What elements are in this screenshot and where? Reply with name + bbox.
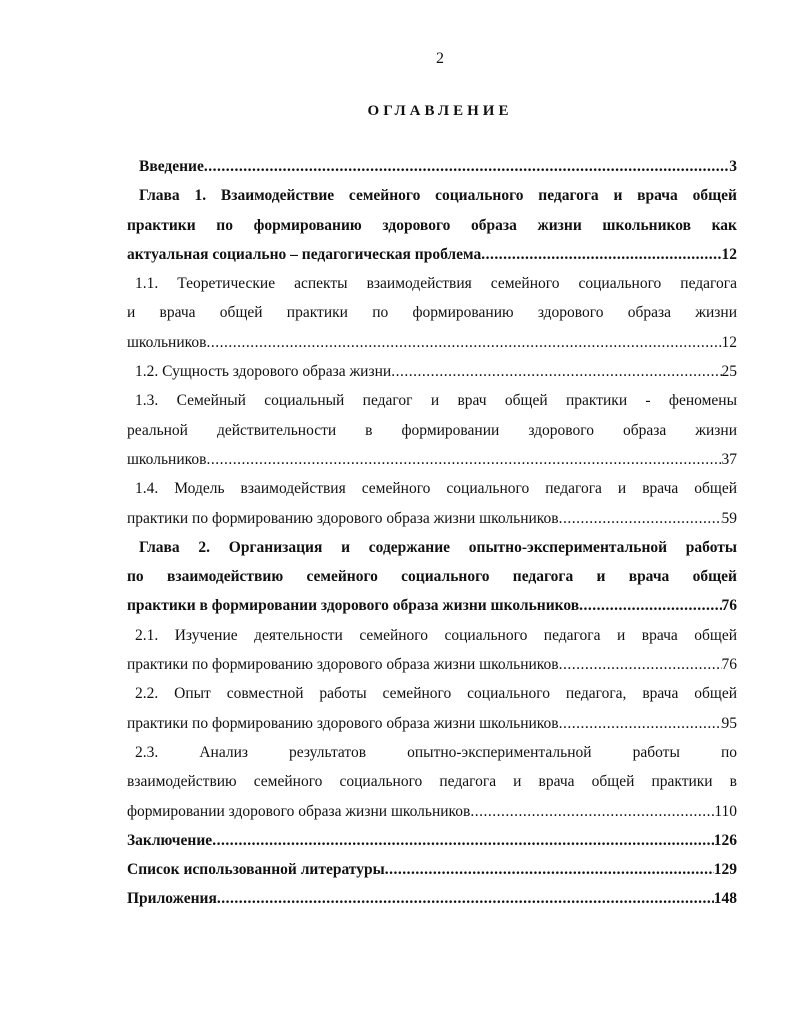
toc-entry-line: и врача общей практики по формированию здорового образа жизни: [127, 304, 737, 322]
table-of-contents: [127, 152, 737, 914]
dot-leader: [206, 445, 721, 474]
toc-entry: [127, 386, 737, 474]
toc-entry-line: 2.2. Опыт совместной работы семейного социального педагога, врача общей: [135, 685, 737, 703]
dot-leader: [559, 650, 722, 679]
toc-entry-leader-line: [127, 826, 737, 855]
toc-entry-page: 129: [713, 861, 737, 879]
toc-entry-page: 37: [721, 450, 737, 468]
dot-leader: [212, 826, 714, 855]
toc-entry-title: Список использованной литературы: [127, 861, 385, 879]
toc-entry-leader-line: [127, 591, 737, 620]
toc-entry-line: 2.1. Изучение деятельности семейного социального педагога и врача общей: [135, 626, 737, 644]
dot-leader: [579, 591, 721, 620]
toc-entry-page: 148: [713, 890, 737, 908]
toc-entry-leader-line: [127, 240, 737, 269]
dot-leader: [206, 328, 721, 357]
toc-entry-title: Приложения: [127, 890, 217, 908]
toc-entry: [127, 181, 737, 269]
toc-entry-title: 1.2. Сущность здорового образа жизни: [135, 363, 392, 381]
toc-entry-leader-line: [127, 709, 737, 738]
toc-entry-title: практики в формировании здорового образа жизни школьников: [127, 597, 580, 615]
toc-entry-line: 1.4. Модель взаимодействия семейного социального педагога и врача общей: [135, 480, 737, 498]
toc-entry-leader-line: [127, 357, 737, 386]
toc-entry: [127, 533, 737, 621]
dot-leader: [217, 884, 714, 913]
toc-entry-line: Глава 2. Организация и содержание опытно-экспериментальной работы: [139, 538, 737, 556]
toc-entry-title: Введение: [139, 158, 204, 175]
toc-entry-page: 76: [721, 597, 737, 615]
toc-title: ОГЛАВЛЕНИЕ: [367, 103, 513, 119]
dot-leader: [559, 504, 722, 533]
dot-leader: [391, 357, 721, 386]
toc-entry-title: формировании здорового образа жизни школьников: [127, 802, 471, 820]
toc-entry-title: Заключение: [127, 831, 213, 849]
toc-entry-page: 3: [729, 158, 737, 175]
dot-leader: [204, 152, 729, 181]
toc-entry: [127, 855, 737, 884]
toc-entry-line: 2.3. Анализ результатов опытно-экспериментальной работы по: [135, 743, 737, 761]
toc-entry-title: школьников: [127, 333, 207, 351]
dot-leader: [481, 240, 721, 269]
toc-entry-line: 1.3. Семейный социальный педагог и врач общей практики - феномены: [135, 392, 737, 410]
toc-entry-line: Глава 1. Взаимодействие семейного социального педагога и врача общей: [139, 187, 737, 205]
toc-entry-leader-line: [127, 445, 737, 474]
dot-leader: [470, 797, 714, 826]
toc-entry-page: 12: [721, 333, 737, 351]
toc-entry: [127, 738, 737, 826]
toc-entry-title: практики по формированию здорового образа жизни школьников: [127, 509, 559, 527]
toc-entry-line: взаимодействию семейного социального педагога и врача общей практики в: [127, 773, 737, 791]
toc-entry-leader-line: [127, 797, 737, 826]
toc-entry-leader-line: [127, 855, 737, 884]
toc-entry-page: 110: [714, 802, 737, 820]
toc-entry-leader-line: [127, 504, 737, 533]
toc-entry-page: 76: [721, 656, 737, 674]
toc-entry: [127, 474, 737, 533]
toc-entry-page: 95: [721, 714, 737, 732]
toc-entry-page: 59: [721, 509, 737, 527]
toc-entry-title: практики по формированию здорового образа жизни школьников: [127, 656, 559, 674]
toc-entry: [127, 269, 737, 357]
toc-entry-line: практики по формированию здорового образа жизни школьников как: [127, 216, 737, 234]
toc-entry-leader-line: [139, 152, 737, 181]
toc-entry: [127, 884, 737, 913]
toc-entry: [127, 679, 737, 738]
toc-entry-page: 12: [721, 245, 737, 263]
toc-entry-line: 1.1. Теоретические аспекты взаимодействия семейного социального педагога: [135, 275, 737, 293]
toc-entry-title: школьников: [127, 450, 207, 468]
toc-entry-leader-line: [127, 328, 737, 357]
toc-entry-leader-line: [127, 650, 737, 679]
toc-entry-leader-line: [127, 884, 737, 913]
toc-entry-line: реальной действительности в формировании здорового образа жизни: [127, 421, 737, 439]
toc-entry-title: практики по формированию здорового образа жизни школьников: [127, 714, 559, 732]
toc-entry-line: по взаимодействию семейного социального педагога и врача общей: [127, 568, 737, 586]
page-number: 2: [436, 50, 444, 67]
toc-entry-title: актуальная социально – педагогическая проблема: [127, 245, 482, 263]
toc-entry: [127, 357, 737, 386]
toc-entry: [127, 152, 737, 181]
toc-entry: [127, 621, 737, 680]
dot-leader: [385, 855, 714, 884]
dot-leader: [559, 709, 722, 738]
toc-entry: [127, 826, 737, 855]
toc-entry-page: 25: [721, 363, 737, 381]
toc-entry-page: 126: [713, 831, 737, 849]
